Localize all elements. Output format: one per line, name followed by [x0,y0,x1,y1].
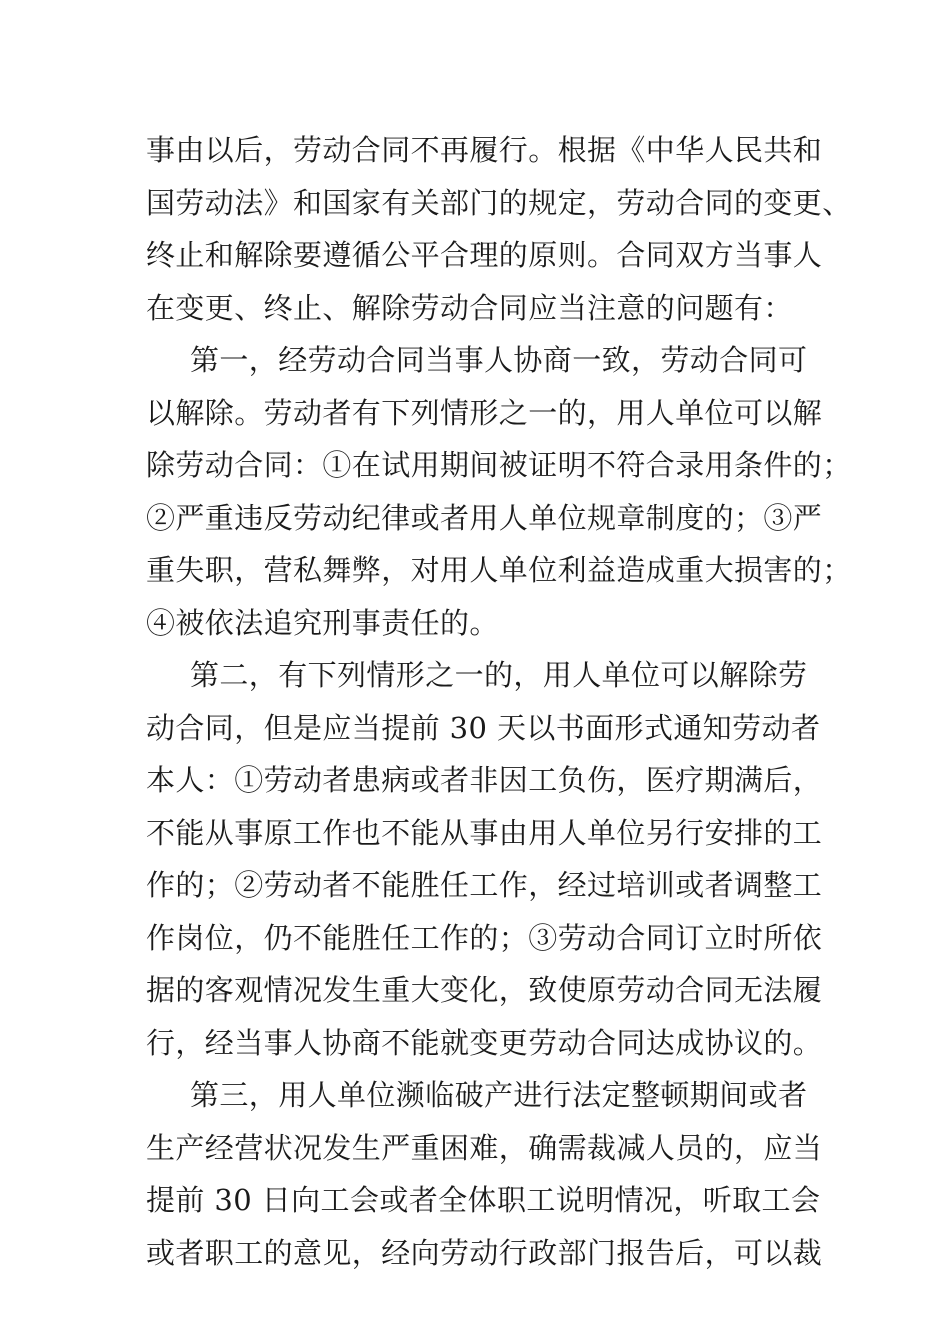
text-line: 作岗位，仍不能胜任工作的；③劳动合同订立时所依 [146,920,823,955]
text-line: 事由以后，劳动合同不再履行。根据《中华人民共和 [146,133,823,167]
paragraph-first-line: 第一，经劳动合同当事人协商一致，劳动合同可 [190,343,808,377]
text-line: 行，经当事人协商不能就变更劳动合同达成协议的。 [146,1025,823,1060]
document-body [146,124,852,1279]
text-line: 国劳动法》和国家有关部门的规定，劳动合同的变更、 [146,185,852,220]
text-line: 在变更、终止、解除劳动合同应当注意的问题有： [146,290,793,325]
text-line: 生产经营状况发生严重困难，确需裁减人员的，应当 [146,1130,823,1165]
text-line: 或者职工的意见，经向劳动行政部门报告后，可以裁 [146,1235,823,1270]
text-line: 除劳动合同：①在试用期间被证明不符合录用条件的； [146,448,852,482]
text-line: ②严重违反劳动纪律或者用人单位规章制度的；③严 [146,500,823,535]
text-line: 提前 30 日向工会或者全体职工说明情况，听取工会 [146,1183,821,1217]
text-line: 以解除。劳动者有下列情形之一的，用人单位可以解 [146,395,823,430]
text-line: 动合同，但是应当提前 30 天以书面形式通知劳动者 [146,710,821,745]
text-line: ④被依法追究刑事责任的。 [146,605,499,640]
text-line: 本人：①劳动者患病或者非因工负伤，医疗期满后， [146,763,823,797]
text-line: 作的；②劳动者不能胜任工作，经过培训或者调整工 [146,868,823,902]
text-line: 终止和解除要遵循公平合理的原则。合同双方当事人 [146,238,823,272]
paragraph-first-line: 第二，有下列情形之一的，用人单位可以解除劳 [190,658,808,692]
text-line: 重失职，营私舞弊，对用人单位利益造成重大损害的； [146,553,852,587]
text-line: 不能从事原工作也不能从事由用人单位另行安排的工 [146,815,823,850]
text-line: 据的客观情况发生重大变化，致使原劳动合同无法履 [146,973,823,1007]
paragraph-first-line: 第三，用人单位濒临破产进行法定整顿期间或者 [190,1078,808,1112]
